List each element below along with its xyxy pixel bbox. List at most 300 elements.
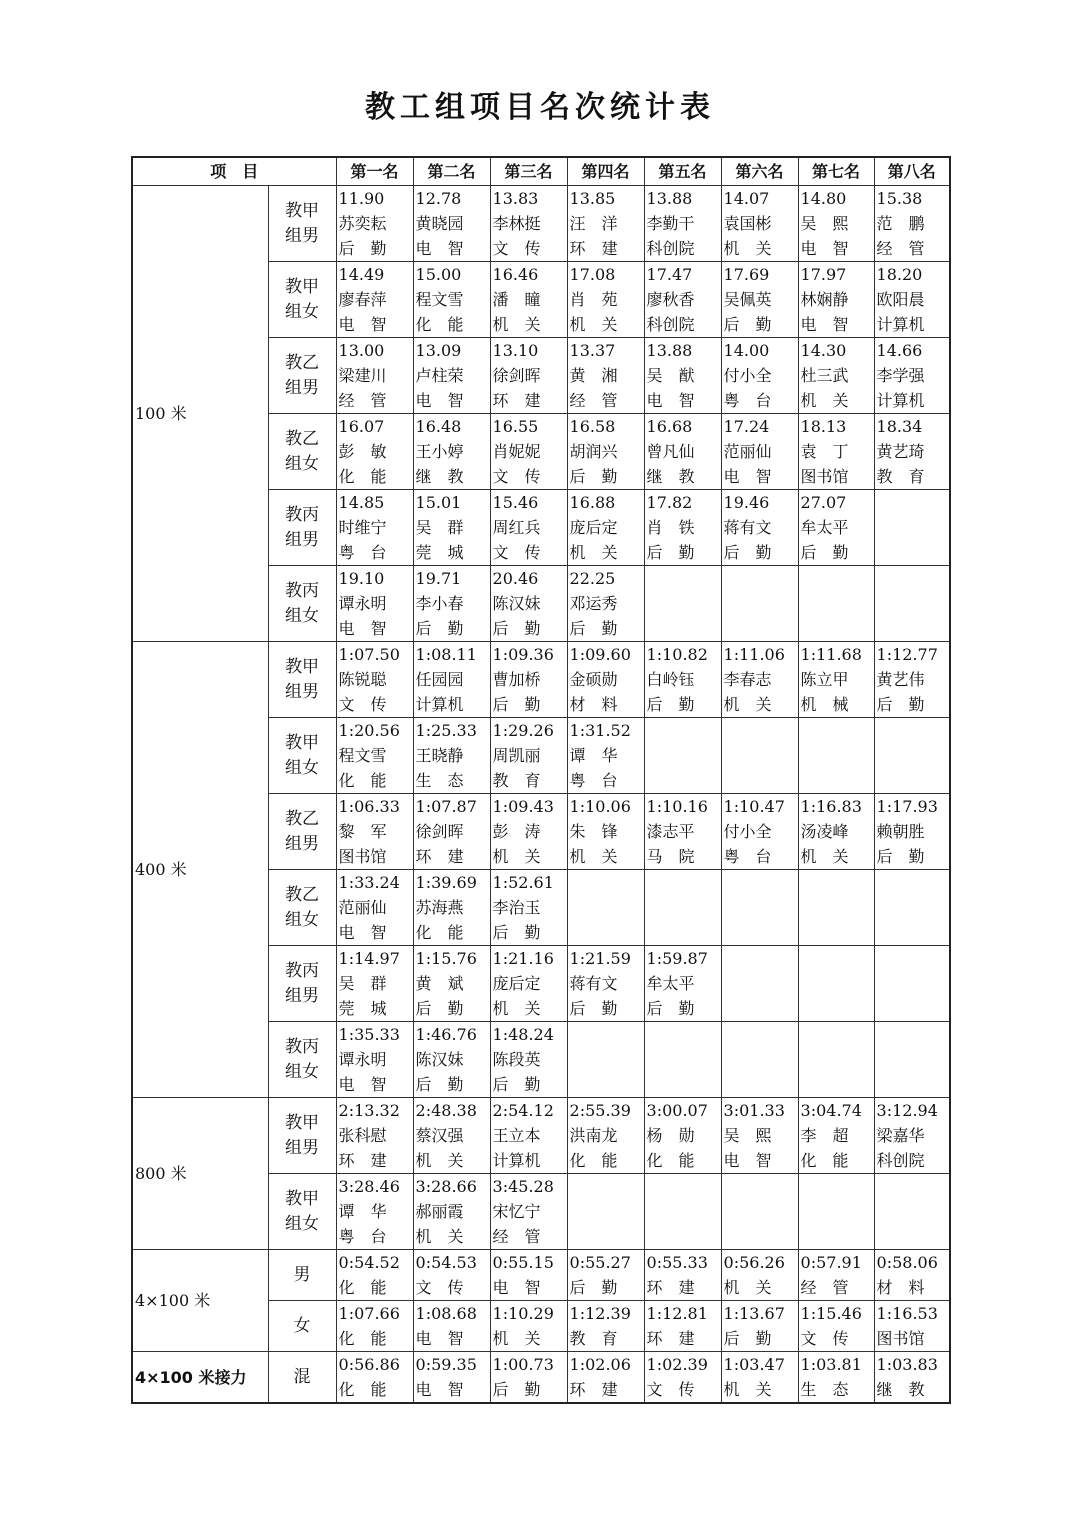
result-cell (336, 262, 413, 338)
result-cell (336, 718, 413, 794)
result-unit: 机 关 (492, 1329, 541, 1348)
result-time: 1:11.68 (800, 645, 862, 664)
header-rank: 第六名 (721, 157, 798, 186)
result-unit: 后 勤 (723, 1329, 772, 1348)
result-cell (721, 1352, 798, 1404)
result-time: 3:28.66 (415, 1177, 477, 1196)
result-time: 1:17.93 (876, 797, 938, 816)
result-cell (798, 1352, 874, 1404)
result-time: 1:09.43 (492, 797, 554, 816)
result-athlete: 谭永明 (338, 1050, 387, 1069)
group-label: 男 (268, 1250, 336, 1301)
result-time: 1:09.60 (569, 645, 631, 664)
result-athlete: 吴 熙 (800, 214, 849, 233)
result-unit: 后 勤 (800, 543, 849, 562)
result-cell (644, 718, 721, 794)
result-time: 1:08.68 (415, 1304, 477, 1323)
result-time: 1:12.39 (569, 1304, 631, 1323)
result-time: 1:16.53 (876, 1304, 938, 1323)
result-cell (490, 338, 567, 414)
result-time: 1:20.56 (338, 721, 400, 740)
result-cell (567, 338, 644, 414)
header-rank: 第一名 (336, 157, 413, 186)
result-unit: 电 智 (492, 1278, 541, 1297)
result-cell (490, 186, 567, 262)
result-unit: 机 关 (723, 695, 772, 714)
result-cell (644, 566, 721, 642)
result-time: 15.46 (492, 493, 539, 512)
result-unit: 机 关 (492, 847, 541, 866)
result-unit: 教 育 (876, 467, 925, 486)
table-row (132, 1250, 950, 1301)
result-time: 15.01 (415, 493, 462, 512)
result-unit: 莞 城 (415, 543, 464, 562)
result-time: 2:54.12 (492, 1101, 554, 1120)
result-cell (567, 1301, 644, 1352)
result-unit: 电 智 (723, 1151, 772, 1170)
result-time: 1:03.81 (800, 1355, 862, 1374)
group-label: 教乙组男 (268, 794, 336, 870)
result-time: 1:21.16 (492, 949, 554, 968)
result-cell (413, 1250, 490, 1301)
result-athlete: 庞后定 (492, 974, 541, 993)
result-cell (874, 946, 950, 1022)
result-cell (567, 186, 644, 262)
result-cell (798, 566, 874, 642)
result-cell (721, 186, 798, 262)
result-cell (413, 490, 490, 566)
result-athlete: 周红兵 (492, 518, 541, 537)
result-cell (413, 1352, 490, 1404)
result-unit: 粤 台 (569, 771, 618, 790)
result-unit: 电 智 (800, 239, 849, 258)
result-unit: 化 能 (338, 771, 387, 790)
group-label: 教甲组男 (268, 642, 336, 718)
result-unit: 后 勤 (492, 1380, 541, 1399)
result-time: 27.07 (800, 493, 847, 512)
result-time: 1:59.87 (646, 949, 708, 968)
event-name: 800 米 (132, 1098, 268, 1250)
result-cell (490, 718, 567, 794)
result-unit: 电 智 (415, 1380, 464, 1399)
result-cell (490, 1250, 567, 1301)
group-label: 教乙组女 (268, 414, 336, 490)
result-cell (874, 642, 950, 718)
result-cell (490, 794, 567, 870)
result-athlete: 苏奕耘 (338, 214, 387, 233)
result-unit: 后 勤 (492, 695, 541, 714)
result-time: 0:56.86 (338, 1355, 400, 1374)
result-time: 13.09 (415, 341, 462, 360)
page-title: 教工组项目名次统计表 (365, 90, 715, 125)
result-cell (490, 414, 567, 490)
result-unit: 粤 台 (338, 1227, 387, 1246)
result-time: 1:08.11 (415, 645, 477, 664)
result-time: 13.88 (646, 189, 693, 208)
result-athlete: 吴 熙 (723, 1126, 772, 1145)
result-time: 1:29.26 (492, 721, 554, 740)
result-unit: 环 建 (569, 239, 618, 258)
result-cell (567, 1352, 644, 1404)
result-unit: 电 智 (415, 391, 464, 410)
result-time: 3:12.94 (876, 1101, 938, 1120)
result-unit: 化 能 (569, 1151, 618, 1170)
result-unit: 计算机 (876, 391, 925, 410)
result-athlete: 吴佩英 (723, 290, 772, 309)
result-athlete: 陈段英 (492, 1050, 541, 1069)
result-unit: 后 勤 (492, 1075, 541, 1094)
result-cell (413, 338, 490, 414)
result-athlete: 王小婷 (415, 442, 464, 461)
result-cell (336, 338, 413, 414)
result-cell (336, 1352, 413, 1404)
result-unit: 生 态 (415, 771, 464, 790)
result-athlete: 彭 涛 (492, 822, 541, 841)
result-unit: 粤 台 (338, 543, 387, 562)
result-cell (798, 1098, 874, 1174)
result-cell (490, 566, 567, 642)
group-label: 教丙组女 (268, 566, 336, 642)
header-rank: 第五名 (644, 157, 721, 186)
result-unit: 文 传 (800, 1329, 849, 1348)
result-athlete: 卢柱荣 (415, 366, 464, 385)
event-name: 4×100 米 (132, 1250, 268, 1352)
result-athlete: 陈立甲 (800, 670, 849, 689)
result-unit: 电 智 (415, 1329, 464, 1348)
event-name: 4×100 米接力 (132, 1352, 268, 1404)
result-cell (644, 1174, 721, 1250)
result-athlete: 付小全 (723, 366, 772, 385)
result-time: 19.46 (723, 493, 770, 512)
result-athlete: 李林挺 (492, 214, 541, 233)
result-unit: 机 关 (415, 1227, 464, 1246)
result-unit: 图书馆 (800, 467, 849, 486)
result-unit: 环 建 (415, 847, 464, 866)
result-athlete: 蔡汉强 (415, 1126, 464, 1145)
result-time: 14.49 (338, 265, 385, 284)
result-unit: 继 教 (415, 467, 464, 486)
result-unit: 后 勤 (646, 543, 695, 562)
result-time: 14.66 (876, 341, 923, 360)
result-time: 1:00.73 (492, 1355, 554, 1374)
result-unit: 后 勤 (876, 847, 925, 866)
result-unit: 计算机 (415, 695, 464, 714)
result-time: 1:52.61 (492, 873, 554, 892)
result-time: 11.90 (338, 189, 385, 208)
result-unit: 电 智 (723, 467, 772, 486)
result-cell (644, 186, 721, 262)
result-time: 22.25 (569, 569, 616, 588)
result-cell (721, 490, 798, 566)
result-cell (798, 414, 874, 490)
result-unit: 机 关 (492, 315, 541, 334)
result-unit: 环 建 (646, 1329, 695, 1348)
result-time: 1:10.82 (646, 645, 708, 664)
result-athlete: 陈汉妹 (492, 594, 541, 613)
result-cell (644, 1098, 721, 1174)
result-cell (721, 794, 798, 870)
result-unit: 后 勤 (415, 619, 464, 638)
result-unit: 后 勤 (415, 999, 464, 1018)
result-time: 1:07.50 (338, 645, 400, 664)
result-time: 3:01.33 (723, 1101, 785, 1120)
result-time: 2:13.32 (338, 1101, 400, 1120)
result-unit: 机 关 (800, 847, 849, 866)
result-athlete: 程文雪 (415, 290, 464, 309)
result-cell (567, 718, 644, 794)
group-label: 教丙组男 (268, 946, 336, 1022)
result-time: 16.88 (569, 493, 616, 512)
result-unit: 化 能 (415, 315, 464, 334)
result-athlete: 蒋有文 (723, 518, 772, 537)
result-cell (798, 186, 874, 262)
result-unit: 电 智 (338, 619, 387, 638)
result-unit: 后 勤 (569, 999, 618, 1018)
result-time: 16.68 (646, 417, 693, 436)
result-unit: 后 勤 (723, 315, 772, 334)
result-cell (567, 262, 644, 338)
result-unit: 化 能 (338, 1380, 387, 1399)
result-cell (874, 338, 950, 414)
result-unit: 环 建 (338, 1151, 387, 1170)
result-cell (336, 1250, 413, 1301)
result-unit: 材 料 (876, 1278, 925, 1297)
result-athlete: 谭永明 (338, 594, 387, 613)
result-cell (336, 870, 413, 946)
table-row (132, 642, 950, 718)
result-time: 1:07.66 (338, 1304, 400, 1323)
result-athlete: 王晓静 (415, 746, 464, 765)
result-athlete: 杜三武 (800, 366, 849, 385)
result-time: 20.46 (492, 569, 539, 588)
result-athlete: 黄艺伟 (876, 670, 925, 689)
result-time: 3:04.74 (800, 1101, 862, 1120)
result-unit: 机 关 (800, 391, 849, 410)
result-cell (490, 262, 567, 338)
result-athlete: 范 鹏 (876, 214, 925, 233)
result-time: 14.85 (338, 493, 385, 512)
result-cell (336, 1022, 413, 1098)
result-time: 17.97 (800, 265, 847, 284)
result-unit: 粤 台 (723, 391, 772, 410)
result-time: 0:54.52 (338, 1253, 400, 1272)
result-athlete: 吴 群 (338, 974, 387, 993)
result-cell (336, 794, 413, 870)
result-athlete: 白岭钰 (646, 670, 695, 689)
result-athlete: 肖 铁 (646, 518, 695, 537)
table-row (132, 1098, 950, 1174)
result-unit: 后 勤 (646, 695, 695, 714)
result-athlete: 林娴静 (800, 290, 849, 309)
result-time: 13.10 (492, 341, 539, 360)
result-time: 16.48 (415, 417, 462, 436)
result-athlete: 欧阳晨 (876, 290, 925, 309)
result-time: 13.37 (569, 341, 616, 360)
result-unit: 化 能 (415, 923, 464, 942)
result-unit: 继 教 (876, 1380, 925, 1399)
result-cell (336, 946, 413, 1022)
results-table (131, 156, 951, 1404)
result-unit: 科创院 (876, 1151, 925, 1170)
result-cell (567, 870, 644, 946)
result-cell (721, 338, 798, 414)
result-cell (413, 1174, 490, 1250)
result-unit: 电 智 (338, 315, 387, 334)
result-cell (798, 946, 874, 1022)
result-athlete: 吴 猷 (646, 366, 695, 385)
results-body (132, 186, 950, 1404)
result-athlete: 李治玉 (492, 898, 541, 917)
result-cell (721, 642, 798, 718)
result-athlete: 李春志 (723, 670, 772, 689)
header-rank: 第八名 (874, 157, 950, 186)
result-athlete: 徐剑晖 (415, 822, 464, 841)
result-athlete: 梁建川 (338, 366, 387, 385)
result-cell (721, 946, 798, 1022)
result-cell (567, 794, 644, 870)
result-unit: 机 关 (723, 239, 772, 258)
result-athlete: 陈锐聪 (338, 670, 387, 689)
result-athlete: 黄晓园 (415, 214, 464, 233)
result-cell (644, 1352, 721, 1404)
result-time: 1:33.24 (338, 873, 400, 892)
result-unit: 后 勤 (492, 619, 541, 638)
result-cell (490, 946, 567, 1022)
result-time: 1:02.39 (646, 1355, 708, 1374)
result-athlete: 牟太平 (646, 974, 695, 993)
result-athlete: 李 超 (800, 1126, 849, 1145)
result-unit: 机 关 (723, 1380, 772, 1399)
result-cell (874, 1022, 950, 1098)
result-cell (721, 1301, 798, 1352)
result-unit: 文 传 (492, 543, 541, 562)
result-cell (567, 566, 644, 642)
result-time: 0:55.15 (492, 1253, 554, 1272)
result-athlete: 洪南龙 (569, 1126, 618, 1145)
result-unit: 材 料 (569, 695, 618, 714)
table-row (132, 1352, 950, 1404)
result-unit: 电 智 (338, 923, 387, 942)
result-athlete: 肖妮妮 (492, 442, 541, 461)
result-unit: 后 勤 (723, 543, 772, 562)
result-time: 3:00.07 (646, 1101, 708, 1120)
result-cell (874, 1174, 950, 1250)
result-athlete: 袁国彬 (723, 214, 772, 233)
result-unit: 经 管 (800, 1278, 849, 1297)
result-athlete: 汤凌峰 (800, 822, 849, 841)
result-athlete: 李小春 (415, 594, 464, 613)
result-time: 14.80 (800, 189, 847, 208)
result-athlete: 肖 苑 (569, 290, 618, 309)
result-time: 1:39.69 (415, 873, 477, 892)
result-athlete: 谭 华 (569, 746, 618, 765)
result-cell (798, 642, 874, 718)
result-athlete: 曾凡仙 (646, 442, 695, 461)
result-unit: 教 育 (492, 771, 541, 790)
result-unit: 图书馆 (338, 847, 387, 866)
header-rank: 第七名 (798, 157, 874, 186)
result-time: 16.46 (492, 265, 539, 284)
result-time: 13.88 (646, 341, 693, 360)
result-cell (413, 414, 490, 490)
result-cell (490, 490, 567, 566)
result-athlete: 郝丽霞 (415, 1202, 464, 1221)
result-athlete: 吴 群 (415, 518, 464, 537)
result-time: 0:58.06 (876, 1253, 938, 1272)
result-cell (874, 794, 950, 870)
result-time: 17.47 (646, 265, 693, 284)
result-time: 2:55.39 (569, 1101, 631, 1120)
result-time: 13.83 (492, 189, 539, 208)
result-cell (644, 1250, 721, 1301)
result-unit: 电 智 (646, 391, 695, 410)
result-athlete: 曹加桥 (492, 670, 541, 689)
result-cell (413, 1022, 490, 1098)
result-cell (644, 946, 721, 1022)
result-unit: 后 勤 (876, 695, 925, 714)
result-unit: 环 建 (569, 1380, 618, 1399)
result-athlete: 邓运秀 (569, 594, 618, 613)
result-unit: 文 传 (646, 1380, 695, 1399)
result-unit: 文 传 (338, 695, 387, 714)
result-athlete: 黄 湘 (569, 366, 618, 385)
result-time: 1:03.47 (723, 1355, 785, 1374)
result-cell (874, 186, 950, 262)
result-cell (798, 1022, 874, 1098)
result-athlete: 潘 瞳 (492, 290, 541, 309)
result-unit: 机 关 (569, 543, 618, 562)
result-cell (413, 794, 490, 870)
result-cell (413, 870, 490, 946)
result-time: 1:10.06 (569, 797, 631, 816)
result-time: 0:57.91 (800, 1253, 862, 1272)
result-athlete: 黎 军 (338, 822, 387, 841)
result-athlete: 胡润兴 (569, 442, 618, 461)
result-athlete: 宋忆宁 (492, 1202, 541, 1221)
result-unit: 科创院 (646, 239, 695, 258)
group-label: 教丙组女 (268, 1022, 336, 1098)
header-rank: 第三名 (490, 157, 567, 186)
result-time: 13.85 (569, 189, 616, 208)
result-cell (413, 186, 490, 262)
result-athlete: 陈汉妹 (415, 1050, 464, 1069)
result-time: 18.13 (800, 417, 847, 436)
result-athlete: 蒋有文 (569, 974, 618, 993)
result-time: 19.71 (415, 569, 462, 588)
result-cell (413, 1301, 490, 1352)
result-cell (874, 566, 950, 642)
result-unit: 粤 台 (723, 847, 772, 866)
result-athlete: 苏海燕 (415, 898, 464, 917)
result-time: 1:09.36 (492, 645, 554, 664)
result-unit: 后 勤 (569, 619, 618, 638)
result-time: 1:14.97 (338, 949, 400, 968)
result-cell (874, 870, 950, 946)
result-athlete: 袁 丁 (800, 442, 849, 461)
result-cell (413, 642, 490, 718)
result-cell (413, 566, 490, 642)
result-cell (644, 338, 721, 414)
result-unit: 机 关 (569, 315, 618, 334)
result-time: 1:46.76 (415, 1025, 477, 1044)
result-cell (413, 262, 490, 338)
result-time: 1:25.33 (415, 721, 477, 740)
result-cell (798, 718, 874, 794)
result-athlete: 范丽仙 (338, 898, 387, 917)
group-label: 教甲组女 (268, 262, 336, 338)
header-rank: 第二名 (413, 157, 490, 186)
result-time: 14.30 (800, 341, 847, 360)
